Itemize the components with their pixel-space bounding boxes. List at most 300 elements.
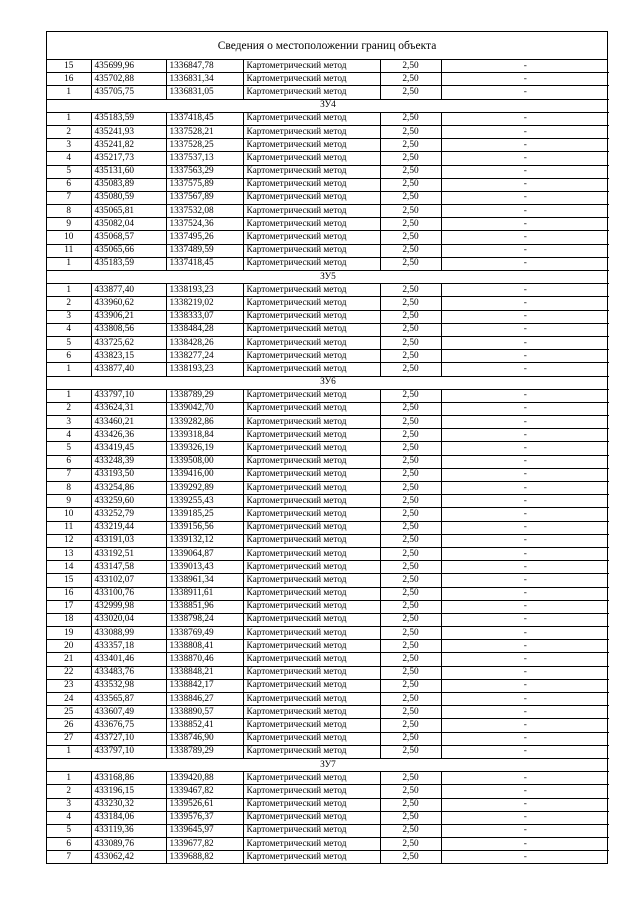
method-cell: Картометрический метод — [243, 561, 380, 574]
table-row — [47, 482, 609, 495]
description-cell: - — [441, 745, 609, 758]
page-title: Сведения о местоположении границ объекта — [47, 32, 607, 60]
point-number: 2 — [47, 125, 91, 138]
table-row — [47, 310, 609, 323]
coord-y: 1338911,61 — [166, 587, 243, 600]
accuracy-cell: 2,50 — [380, 363, 441, 376]
coord-x: 433906,21 — [91, 310, 166, 323]
table-row — [47, 455, 609, 468]
table-row — [47, 534, 609, 547]
coord-y: 1339526,61 — [166, 798, 243, 811]
table-row — [47, 139, 609, 152]
description-cell: - — [441, 561, 609, 574]
accuracy-cell: 2,50 — [380, 416, 441, 429]
coord-y: 1339185,25 — [166, 508, 243, 521]
coord-x: 433401,46 — [91, 653, 166, 666]
group-header-row — [47, 376, 609, 389]
table-row — [47, 561, 609, 574]
coord-y: 1338484,28 — [166, 323, 243, 336]
point-number: 1 — [47, 257, 91, 270]
method-cell: Картометрический метод — [243, 257, 380, 270]
point-number: 26 — [47, 719, 91, 732]
description-cell: - — [441, 824, 609, 837]
table-row — [47, 587, 609, 600]
point-number: 21 — [47, 653, 91, 666]
accuracy-cell: 2,50 — [380, 297, 441, 310]
coord-y: 1338852,41 — [166, 719, 243, 732]
point-number: 5 — [47, 336, 91, 349]
coord-x: 435217,73 — [91, 152, 166, 165]
description-cell: - — [441, 785, 609, 798]
coord-y: 1338219,02 — [166, 297, 243, 310]
point-number: 5 — [47, 824, 91, 837]
point-number: 6 — [47, 838, 91, 851]
table-row — [47, 613, 609, 626]
coord-x: 433196,15 — [91, 785, 166, 798]
table-row — [47, 257, 609, 270]
description-cell: - — [441, 297, 609, 310]
method-cell: Картометрический метод — [243, 653, 380, 666]
table-row — [47, 851, 609, 864]
point-number: 11 — [47, 244, 91, 257]
coord-x: 435083,89 — [91, 178, 166, 191]
description-cell: - — [441, 627, 609, 640]
coord-y: 1337495,26 — [166, 231, 243, 244]
description-cell: - — [441, 284, 609, 297]
coord-x: 433797,10 — [91, 389, 166, 402]
table-row — [47, 824, 609, 837]
table-row — [47, 297, 609, 310]
coord-y: 1339645,97 — [166, 824, 243, 837]
point-number: 14 — [47, 561, 91, 574]
accuracy-cell: 2,50 — [380, 600, 441, 613]
method-cell: Картометрический метод — [243, 402, 380, 415]
coord-y: 1339042,70 — [166, 402, 243, 415]
method-cell: Картометрический метод — [243, 60, 380, 73]
point-number: 6 — [47, 455, 91, 468]
coord-y: 1338193,23 — [166, 284, 243, 297]
table-row — [47, 640, 609, 653]
coord-x: 433193,50 — [91, 468, 166, 481]
description-cell: - — [441, 838, 609, 851]
method-cell: Картометрический метод — [243, 442, 380, 455]
coord-y: 1338842,17 — [166, 679, 243, 692]
description-cell: - — [441, 429, 609, 442]
accuracy-cell: 2,50 — [380, 482, 441, 495]
coord-y: 1337575,89 — [166, 178, 243, 191]
accuracy-cell: 2,50 — [380, 521, 441, 534]
coord-y: 1338277,24 — [166, 350, 243, 363]
method-cell: Картометрический метод — [243, 772, 380, 785]
method-cell: Картометрический метод — [243, 508, 380, 521]
method-cell: Картометрический метод — [243, 363, 380, 376]
coord-x: 435065,66 — [91, 244, 166, 257]
coord-x: 435131,60 — [91, 165, 166, 178]
method-cell: Картометрический метод — [243, 416, 380, 429]
coord-y: 1339013,43 — [166, 561, 243, 574]
accuracy-cell: 2,50 — [380, 640, 441, 653]
coord-x: 433191,03 — [91, 534, 166, 547]
description-cell: - — [441, 244, 609, 257]
table-row — [47, 86, 609, 99]
accuracy-cell: 2,50 — [380, 125, 441, 138]
point-number: 8 — [47, 482, 91, 495]
table-row — [47, 402, 609, 415]
coord-x: 435068,57 — [91, 231, 166, 244]
coord-x: 433676,75 — [91, 719, 166, 732]
description-cell: - — [441, 389, 609, 402]
accuracy-cell: 2,50 — [380, 811, 441, 824]
accuracy-cell: 2,50 — [380, 336, 441, 349]
point-number: 3 — [47, 798, 91, 811]
method-cell: Картометрический метод — [243, 693, 380, 706]
accuracy-cell: 2,50 — [380, 547, 441, 560]
coord-x: 433797,10 — [91, 745, 166, 758]
description-cell: - — [441, 547, 609, 560]
coord-x: 433119,36 — [91, 824, 166, 837]
point-number: 5 — [47, 165, 91, 178]
method-cell: Картометрический метод — [243, 152, 380, 165]
document-sheet — [46, 31, 608, 864]
group-header-row — [47, 271, 609, 284]
point-number: 11 — [47, 521, 91, 534]
method-cell: Картометрический метод — [243, 244, 380, 257]
description-cell: - — [441, 336, 609, 349]
accuracy-cell: 2,50 — [380, 693, 441, 706]
method-cell: Картометрический метод — [243, 798, 380, 811]
accuracy-cell: 2,50 — [380, 73, 441, 86]
coord-x: 435082,04 — [91, 218, 166, 231]
accuracy-cell: 2,50 — [380, 165, 441, 178]
method-cell: Картометрический метод — [243, 112, 380, 125]
description-cell: - — [441, 363, 609, 376]
accuracy-cell: 2,50 — [380, 323, 441, 336]
table-row — [47, 416, 609, 429]
table-row — [47, 125, 609, 138]
accuracy-cell: 2,50 — [380, 191, 441, 204]
coord-y: 1337567,89 — [166, 191, 243, 204]
coord-x: 433357,18 — [91, 640, 166, 653]
coord-y: 1337532,08 — [166, 205, 243, 218]
method-cell: Картометрический метод — [243, 600, 380, 613]
coord-x: 433168,86 — [91, 772, 166, 785]
point-number: 4 — [47, 429, 91, 442]
table-row — [47, 60, 609, 73]
table-row — [47, 389, 609, 402]
coord-x: 433823,15 — [91, 350, 166, 363]
coord-x: 433184,06 — [91, 811, 166, 824]
method-cell: Картометрический метод — [243, 468, 380, 481]
accuracy-cell: 2,50 — [380, 653, 441, 666]
point-number: 9 — [47, 495, 91, 508]
method-cell: Картометрический метод — [243, 587, 380, 600]
accuracy-cell: 2,50 — [380, 785, 441, 798]
coord-y: 1339156,56 — [166, 521, 243, 534]
description-cell: - — [441, 521, 609, 534]
method-cell: Картометрический метод — [243, 323, 380, 336]
table-row — [47, 165, 609, 178]
group-label: ЗУ5 — [47, 271, 609, 284]
point-number: 3 — [47, 310, 91, 323]
coord-y: 1339508,00 — [166, 455, 243, 468]
table-row — [47, 468, 609, 481]
point-number: 6 — [47, 350, 91, 363]
method-cell: Картометрический метод — [243, 297, 380, 310]
accuracy-cell: 2,50 — [380, 534, 441, 547]
coord-x: 433252,79 — [91, 508, 166, 521]
coord-x: 433727,10 — [91, 732, 166, 745]
group-label: ЗУ7 — [47, 758, 609, 771]
accuracy-cell: 2,50 — [380, 86, 441, 99]
coord-y: 1338746,90 — [166, 732, 243, 745]
coord-y: 1339420,88 — [166, 772, 243, 785]
table-row — [47, 574, 609, 587]
description-cell: - — [441, 205, 609, 218]
point-number: 7 — [47, 468, 91, 481]
accuracy-cell: 2,50 — [380, 561, 441, 574]
coord-y: 1337524,36 — [166, 218, 243, 231]
point-number: 4 — [47, 152, 91, 165]
table-row — [47, 706, 609, 719]
accuracy-cell: 2,50 — [380, 679, 441, 692]
table-row — [47, 112, 609, 125]
description-cell: - — [441, 178, 609, 191]
table-row — [47, 178, 609, 191]
method-cell: Картометрический метод — [243, 851, 380, 864]
coord-x: 435702,88 — [91, 73, 166, 86]
point-number: 2 — [47, 297, 91, 310]
coord-y: 1339467,82 — [166, 785, 243, 798]
coord-y: 1338798,24 — [166, 613, 243, 626]
table-row — [47, 508, 609, 521]
accuracy-cell: 2,50 — [380, 218, 441, 231]
method-cell: Картометрический метод — [243, 429, 380, 442]
coord-y: 1337563,29 — [166, 165, 243, 178]
accuracy-cell: 2,50 — [380, 310, 441, 323]
table-row — [47, 772, 609, 785]
group-header-row — [47, 99, 609, 112]
description-cell: - — [441, 613, 609, 626]
description-cell: - — [441, 653, 609, 666]
accuracy-cell: 2,50 — [380, 244, 441, 257]
accuracy-cell: 2,50 — [380, 613, 441, 626]
coord-x: 435065,81 — [91, 205, 166, 218]
table-row — [47, 363, 609, 376]
accuracy-cell: 2,50 — [380, 508, 441, 521]
coord-y: 1337528,25 — [166, 139, 243, 152]
description-cell: - — [441, 811, 609, 824]
accuracy-cell: 2,50 — [380, 284, 441, 297]
coord-y: 1339282,86 — [166, 416, 243, 429]
method-cell: Картометрический метод — [243, 455, 380, 468]
coord-y: 1338890,57 — [166, 706, 243, 719]
point-number: 10 — [47, 231, 91, 244]
accuracy-cell: 2,50 — [380, 442, 441, 455]
method-cell: Картометрический метод — [243, 824, 380, 837]
method-cell: Картометрический метод — [243, 284, 380, 297]
coord-y: 1338769,49 — [166, 627, 243, 640]
accuracy-cell: 2,50 — [380, 798, 441, 811]
description-cell: - — [441, 706, 609, 719]
coord-x: 433192,51 — [91, 547, 166, 560]
accuracy-cell: 2,50 — [380, 706, 441, 719]
coord-x: 435080,59 — [91, 191, 166, 204]
coord-x: 433460,21 — [91, 416, 166, 429]
coord-y: 1338333,07 — [166, 310, 243, 323]
point-number: 12 — [47, 534, 91, 547]
accuracy-cell: 2,50 — [380, 112, 441, 125]
coord-y: 1339292,89 — [166, 482, 243, 495]
coord-x: 433483,76 — [91, 666, 166, 679]
description-cell: - — [441, 587, 609, 600]
coord-y: 1338851,96 — [166, 600, 243, 613]
coord-x: 435705,75 — [91, 86, 166, 99]
coord-y: 1339326,19 — [166, 442, 243, 455]
point-number: 24 — [47, 693, 91, 706]
method-cell: Картометрический метод — [243, 627, 380, 640]
group-label: ЗУ6 — [47, 376, 609, 389]
coord-x: 432999,98 — [91, 600, 166, 613]
table-row — [47, 231, 609, 244]
description-cell: - — [441, 851, 609, 864]
coord-x: 433147,58 — [91, 561, 166, 574]
description-cell: - — [441, 323, 609, 336]
coord-y: 1338808,41 — [166, 640, 243, 653]
method-cell: Картометрический метод — [243, 191, 380, 204]
description-cell: - — [441, 534, 609, 547]
method-cell: Картометрический метод — [243, 125, 380, 138]
accuracy-cell: 2,50 — [380, 719, 441, 732]
description-cell: - — [441, 666, 609, 679]
description-cell: - — [441, 350, 609, 363]
accuracy-cell: 2,50 — [380, 257, 441, 270]
point-number: 2 — [47, 402, 91, 415]
coord-y: 1338193,23 — [166, 363, 243, 376]
accuracy-cell: 2,50 — [380, 574, 441, 587]
point-number: 3 — [47, 416, 91, 429]
accuracy-cell: 2,50 — [380, 772, 441, 785]
coord-x: 433877,40 — [91, 284, 166, 297]
method-cell: Картометрический метод — [243, 73, 380, 86]
table-row — [47, 205, 609, 218]
coord-x: 435241,93 — [91, 125, 166, 138]
coord-y: 1339688,82 — [166, 851, 243, 864]
description-cell: - — [441, 640, 609, 653]
table-row — [47, 429, 609, 442]
description-cell: - — [441, 60, 609, 73]
coord-x: 433877,40 — [91, 363, 166, 376]
coord-y: 1338870,46 — [166, 653, 243, 666]
coord-x: 435699,96 — [91, 60, 166, 73]
coord-x: 433259,60 — [91, 495, 166, 508]
coord-y: 1338848,21 — [166, 666, 243, 679]
description-cell: - — [441, 495, 609, 508]
point-number: 27 — [47, 732, 91, 745]
coord-x: 433419,45 — [91, 442, 166, 455]
description-cell: - — [441, 191, 609, 204]
method-cell: Картометрический метод — [243, 336, 380, 349]
coord-x: 433020,04 — [91, 613, 166, 626]
method-cell: Картометрический метод — [243, 640, 380, 653]
coord-x: 435183,59 — [91, 112, 166, 125]
table-row — [47, 811, 609, 824]
point-number: 18 — [47, 613, 91, 626]
accuracy-cell: 2,50 — [380, 402, 441, 415]
group-label: ЗУ4 — [47, 99, 609, 112]
accuracy-cell: 2,50 — [380, 389, 441, 402]
accuracy-cell: 2,50 — [380, 60, 441, 73]
point-number: 10 — [47, 508, 91, 521]
description-cell: - — [441, 86, 609, 99]
method-cell: Картометрический метод — [243, 521, 380, 534]
method-cell: Картометрический метод — [243, 574, 380, 587]
coord-x: 433100,76 — [91, 587, 166, 600]
coord-x: 435183,59 — [91, 257, 166, 270]
point-number: 5 — [47, 442, 91, 455]
coord-y: 1338428,26 — [166, 336, 243, 349]
coord-x: 433426,36 — [91, 429, 166, 442]
point-number: 1 — [47, 112, 91, 125]
point-number: 16 — [47, 587, 91, 600]
coord-x: 433565,87 — [91, 693, 166, 706]
table-row — [47, 244, 609, 257]
point-number: 22 — [47, 666, 91, 679]
method-cell: Картометрический метод — [243, 785, 380, 798]
point-number: 3 — [47, 139, 91, 152]
coord-y: 1336831,34 — [166, 73, 243, 86]
description-cell: - — [441, 218, 609, 231]
point-number: 7 — [47, 851, 91, 864]
description-cell: - — [441, 798, 609, 811]
point-number: 7 — [47, 191, 91, 204]
description-cell: - — [441, 468, 609, 481]
coord-y: 1339576,37 — [166, 811, 243, 824]
coord-y: 1338846,27 — [166, 693, 243, 706]
point-number: 6 — [47, 178, 91, 191]
table-row — [47, 719, 609, 732]
table-row — [47, 798, 609, 811]
description-cell: - — [441, 73, 609, 86]
method-cell: Картометрический метод — [243, 350, 380, 363]
method-cell: Картометрический метод — [243, 547, 380, 560]
method-cell: Картометрический метод — [243, 719, 380, 732]
table-row — [47, 191, 609, 204]
coord-x: 433254,86 — [91, 482, 166, 495]
coord-y: 1336847,78 — [166, 60, 243, 73]
coord-y: 1337489,59 — [166, 244, 243, 257]
table-row — [47, 284, 609, 297]
coord-y: 1339416,00 — [166, 468, 243, 481]
point-number: 1 — [47, 284, 91, 297]
method-cell: Картометрический метод — [243, 178, 380, 191]
table-row — [47, 350, 609, 363]
point-number: 8 — [47, 205, 91, 218]
point-number: 4 — [47, 323, 91, 336]
description-cell: - — [441, 310, 609, 323]
method-cell: Картометрический метод — [243, 679, 380, 692]
accuracy-cell: 2,50 — [380, 587, 441, 600]
table-row — [47, 495, 609, 508]
accuracy-cell: 2,50 — [380, 455, 441, 468]
description-cell: - — [441, 165, 609, 178]
description-cell: - — [441, 574, 609, 587]
description-cell: - — [441, 442, 609, 455]
coord-x: 433532,98 — [91, 679, 166, 692]
description-cell: - — [441, 600, 609, 613]
method-cell: Картометрический метод — [243, 666, 380, 679]
method-cell: Картометрический метод — [243, 139, 380, 152]
point-number: 1 — [47, 363, 91, 376]
